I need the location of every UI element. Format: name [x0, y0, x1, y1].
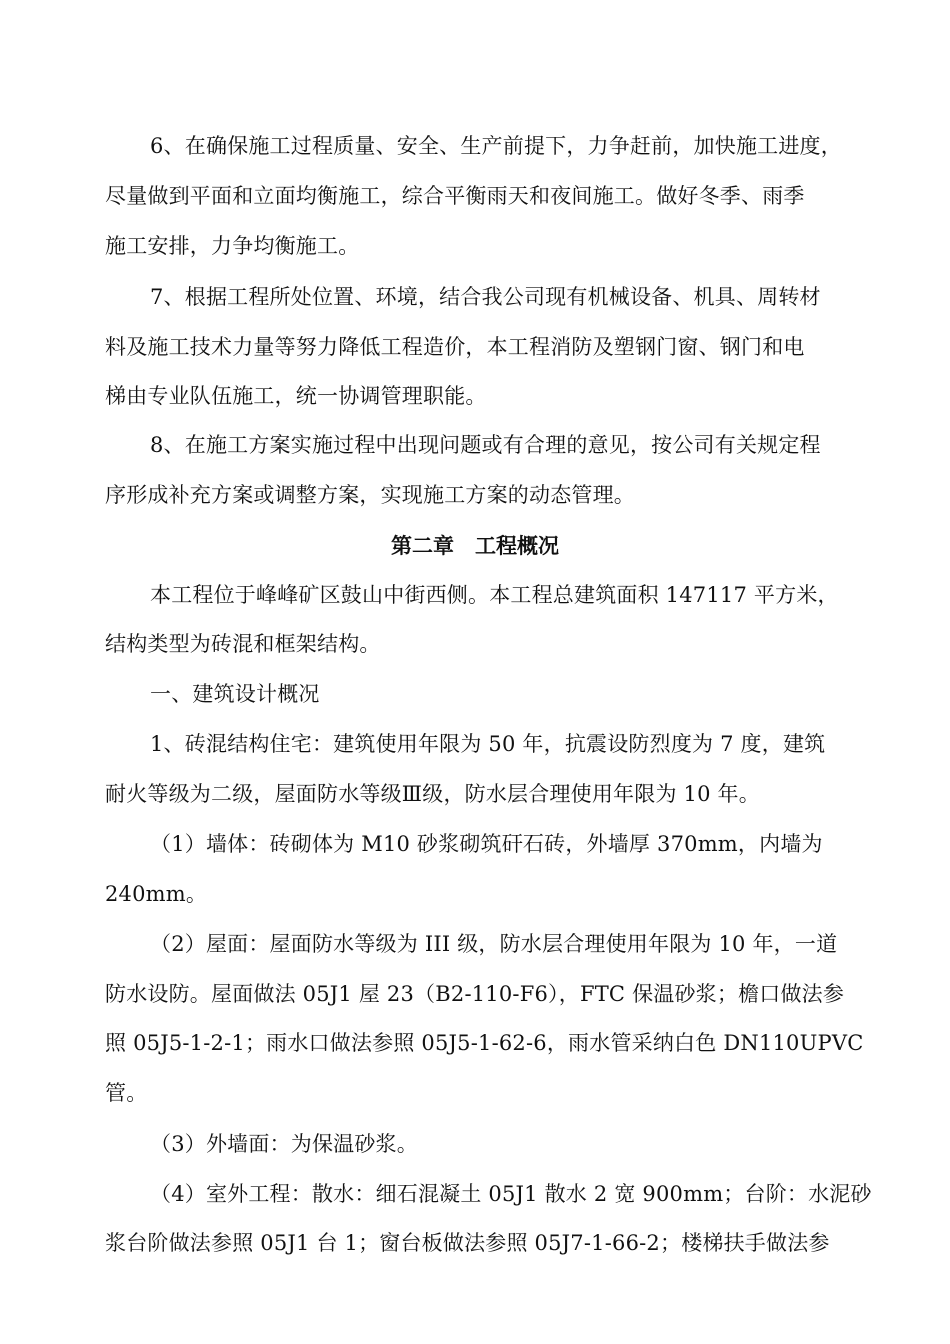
paragraph-7-line-2: 料及施工技术力量等努力降低工程造价，本工程消防及塑钢门窗、钢门和电 — [105, 335, 805, 359]
roof-line-3: 照 05J5-1-2-1；雨水口做法参照 05J5-1-62-6，雨水管采纳白色 DN110UPVC — [105, 1031, 864, 1055]
exterior-wall-line: （3）外墙面：为保温砂浆。 — [150, 1132, 418, 1156]
overview-line-2: 结构类型为砖混和框架结构。 — [105, 632, 381, 656]
outdoor-line-2: 浆台阶做法参照 05J1 台 1；窗台板做法参照 05J7-1-66-2；楼梯扶手做法参 — [105, 1231, 830, 1255]
paragraph-8-line-1: 8、在施工方案实施过程中出现问题或有合理的意见，按公司有关规定程 — [150, 433, 821, 457]
item-1-line-1: 1、砖混结构住宅：建筑使用年限为 50 年，抗震设防烈度为 7 度，建筑 — [150, 732, 826, 756]
paragraph-6-line-3: 施工安排，力争均衡施工。 — [105, 234, 360, 258]
chapter-heading: 第二章 工程概况 — [391, 534, 559, 558]
outdoor-line-1: （4）室外工程：散水：细石混凝土 05J1 散水 2 宽 900mm；台阶：水泥砂 — [150, 1182, 872, 1206]
paragraph-6-line-2: 尽量做到平面和立面均衡施工，综合平衡雨天和夜间施工。做好冬季、雨季 — [105, 184, 805, 208]
roof-line-2: 防水设防。屋面做法 05J1 屋 23（B2-110-F6），FTC 保温砂浆；檐口做法参 — [105, 982, 845, 1006]
roof-line-1: （2）屋面：屋面防水等级为 III 级，防水层合理使用年限为 10 年，一道 — [150, 932, 838, 956]
paragraph-6-line-1: 6、在确保施工过程质量、安全、生产前提下，力争赶前，加快施工进度， — [150, 134, 842, 158]
section-heading: 一、建筑设计概况 — [150, 682, 320, 706]
wall-line-1: （1）墙体：砖砌体为 M10 砂浆砌筑矸石砖，外墙厚 370mm，内墙为 — [150, 832, 823, 856]
paragraph-8-line-2: 序形成补充方案或调整方案，实现施工方案的动态管理。 — [105, 483, 635, 507]
item-1-line-2: 耐火等级为二级，屋面防水等级Ⅲ级，防水层合理使用年限为 10 年。 — [105, 782, 760, 806]
overview-line-1: 本工程位于峰峰矿区鼓山中街西侧。本工程总建筑面积 147117 平方米， — [150, 583, 839, 607]
paragraph-7-line-3: 梯由专业队伍施工，统一协调管理职能。 — [105, 384, 487, 408]
roof-line-4: 管。 — [105, 1081, 148, 1105]
wall-line-2: 240mm。 — [105, 882, 208, 906]
paragraph-7-line-1: 7、根据工程所处位置、环境，结合我公司现有机械设备、机具、周转材 — [150, 285, 821, 309]
